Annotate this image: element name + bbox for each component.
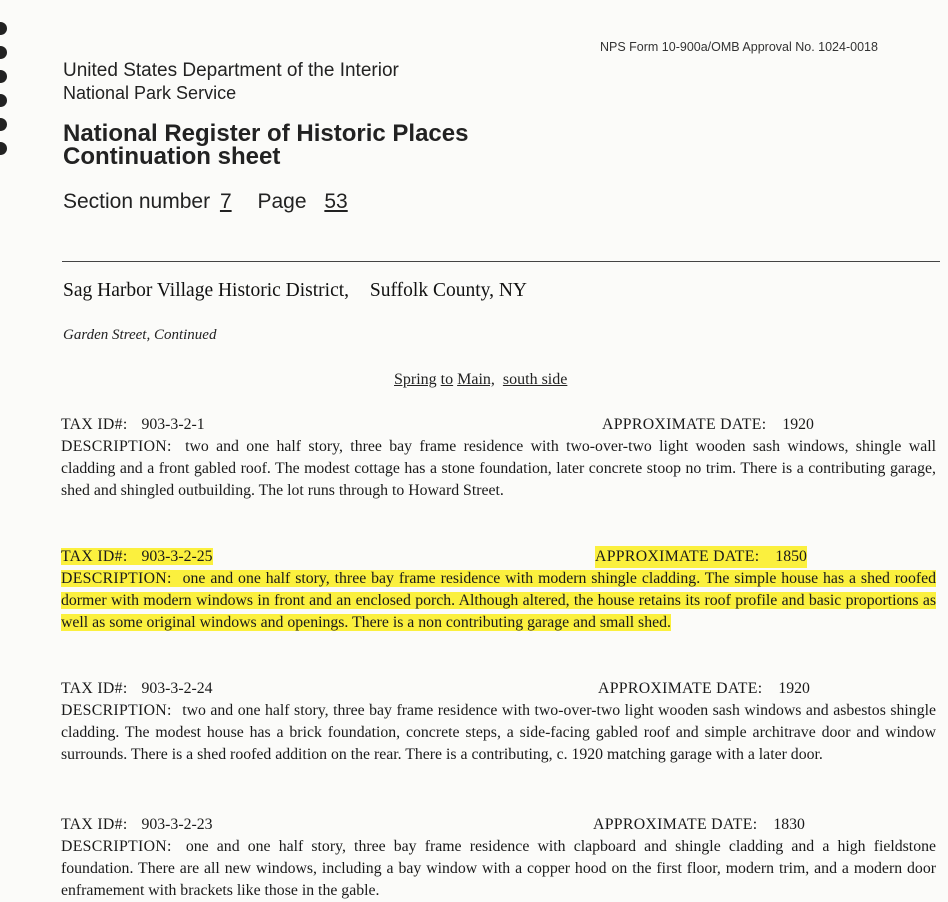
entry-header	[61, 546, 936, 568]
section-label: Section number	[63, 190, 211, 213]
tax-id-value: 903-3-2-24	[141, 680, 213, 697]
description-text: two and one half story, three bay frame residence with two-over-two light wooden sash windows, shingle wall cladding and a front gabled roof. The modest cottage has a stone foundation, later concrete stoop no trim. There is a contributing garage, shed and shingled outbuilding. The lot runs through to Howard Street.	[61, 438, 936, 499]
form-number: NPS Form 10-900a/OMB Approval No. 1024-0018	[600, 40, 878, 54]
approx-date-label: APPROXIMATE DATE:	[593, 816, 758, 833]
register-title-line1: National Register of Historic Places	[63, 120, 469, 147]
description-highlight	[61, 570, 936, 631]
entry-header	[61, 414, 936, 436]
approx-date-value: 1920	[778, 680, 810, 697]
entry-header	[61, 678, 936, 700]
street-heading: Garden Street, Continued	[63, 327, 217, 343]
entry-description	[61, 436, 936, 502]
description-text: one and one half story, three bay frame residence with clapboard and shingle cladding and a high fieldstone foundation. There are all new windows, including a bay window with a copper hood on the first floor, modern trim, and a modern door enframement with brackets like those in the gable.	[61, 838, 936, 899]
entry-description	[61, 836, 936, 902]
segment-from: Spring	[394, 371, 437, 388]
property-entry	[61, 814, 936, 902]
property-entry	[61, 546, 936, 634]
register-title	[63, 122, 468, 168]
section-page-line	[63, 190, 348, 214]
tax-id-value: 903-3-2-25	[141, 548, 213, 565]
header-divider	[62, 261, 940, 262]
description-label: DESCRIPTION:	[61, 838, 172, 855]
binder-hole	[0, 46, 7, 59]
binder-holes	[0, 22, 8, 166]
district-county: Suffolk County, NY	[369, 280, 528, 301]
tax-id-label: TAX ID#:	[61, 416, 128, 433]
property-entry	[61, 678, 936, 766]
binder-hole	[0, 22, 7, 35]
approx-date-label: APPROXIMATE DATE:	[595, 548, 760, 565]
description-label: DESCRIPTION:	[61, 570, 172, 587]
description-text: one and one half story, three bay frame residence with modern shingle cladding. The simple house has a shed roofed dormer with modern windows in front and an enclosed porch. Although altered, the house retains its roof profile and basic proportions as well as some original windows and openings. There is a non contributing garage and small shed.	[61, 570, 937, 631]
street-segment	[394, 371, 567, 389]
description-label: DESCRIPTION:	[61, 438, 172, 455]
approximate-date	[602, 414, 814, 436]
approx-date-value: 1920	[782, 416, 814, 433]
entry-description	[61, 568, 936, 634]
register-title-line2: Continuation sheet	[63, 143, 281, 170]
tax-id-label: TAX ID#:	[61, 680, 128, 697]
description-text: two and one half story, three bay frame residence with two-over-two light wooden sash windows and asbestos shingle cladding. The modest house has a brick foundation, concrete steps, a side-facing gabled roof and simple architrave door and window surrounds. There is a shed roofed addition on the rear. There is a contributing, c. 1920 matching garage with a later door.	[61, 702, 936, 763]
description-label: DESCRIPTION:	[61, 702, 172, 719]
binder-hole	[0, 142, 7, 155]
segment-to: Main,	[457, 371, 495, 388]
tax-id-label: TAX ID#:	[61, 816, 128, 833]
department-name: United States Department of the Interior	[63, 60, 399, 81]
district-heading	[63, 280, 527, 302]
binder-hole	[0, 94, 7, 107]
segment-to-word: to	[440, 371, 454, 388]
approx-date-label: APPROXIMATE DATE:	[598, 680, 763, 697]
tax-id-label: TAX ID#:	[61, 548, 128, 565]
approx-date-label: APPROXIMATE DATE:	[602, 416, 767, 433]
tax-id-value: 903-3-2-1	[141, 416, 205, 433]
tax-id-value: 903-3-2-23	[141, 816, 213, 833]
section-number: 7	[219, 190, 232, 213]
approximate-date	[593, 814, 805, 836]
district-name: Sag Harbor Village Historic District,	[63, 280, 350, 301]
segment-side: south side	[502, 371, 568, 388]
approx-date-value: 1850	[775, 548, 807, 565]
binder-hole	[0, 118, 7, 131]
binder-hole	[0, 70, 7, 83]
page-label: Page	[257, 190, 307, 213]
approx-date-value: 1830	[773, 816, 805, 833]
approximate-date	[595, 546, 807, 568]
tax-id-highlight	[61, 548, 213, 565]
entry-description	[61, 700, 936, 766]
page-number: 53	[324, 190, 348, 213]
property-entry	[61, 414, 936, 502]
agency-name: National Park Service	[63, 83, 237, 103]
approximate-date	[598, 678, 810, 700]
entry-header	[61, 814, 936, 836]
